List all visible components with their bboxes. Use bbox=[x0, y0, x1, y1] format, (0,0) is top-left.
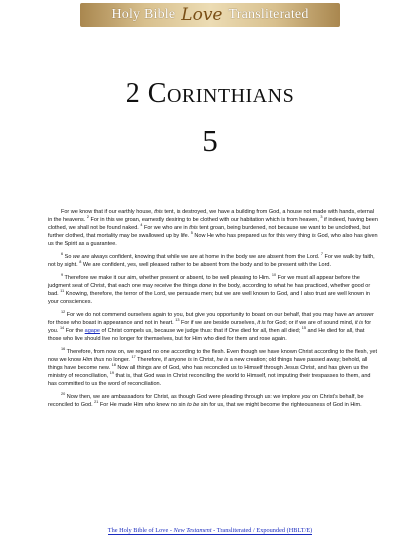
italic-text: this bbox=[154, 209, 163, 215]
verse-paragraph bbox=[48, 274, 378, 306]
verse-text: For if we are beside ourselves, bbox=[179, 320, 258, 326]
verse-number: 5 bbox=[190, 231, 193, 235]
verse-text: of God, who has reconciled us to Himself through Jesus Christ, and has given us the ministry of reconciliation, bbox=[48, 365, 369, 379]
verse-text: tent, is destroyed, we have a building from God, a house not made with hands, eternal in the heavens. bbox=[48, 209, 375, 223]
verse-text: For we do not commend ourselves again to you, but give you opportunity to boast on our behalf, that you may have bbox=[65, 312, 349, 318]
verse-text: So bbox=[63, 254, 73, 260]
book-title: 2 Corinthians bbox=[125, 78, 295, 109]
italic-text: an answer bbox=[348, 312, 374, 318]
italic-text: are bbox=[153, 365, 162, 371]
verse-number: 17 bbox=[131, 355, 136, 359]
chapter-number: 5 bbox=[202, 123, 218, 158]
italic-text: it is bbox=[354, 320, 364, 326]
verse-text: For we must all appear before the judgment seat of Christ, that each one may receive the things bbox=[48, 275, 360, 289]
verse-text: For He made Him who knew no sin bbox=[98, 402, 188, 408]
verse-number: 18 bbox=[111, 363, 116, 367]
verse-number: 16 bbox=[61, 347, 66, 351]
verse-paragraph bbox=[48, 393, 378, 409]
verse-paragraph bbox=[48, 253, 378, 269]
verse-number: 12 bbox=[61, 310, 66, 314]
verse-text: Now He who has prepared us for this very thing bbox=[192, 233, 312, 239]
italic-text: it is bbox=[257, 320, 266, 326]
verse-number: 7 bbox=[320, 252, 323, 256]
verse-number: 2 bbox=[86, 215, 89, 219]
italic-text: Him thus bbox=[82, 357, 105, 363]
verse-number: 8 bbox=[79, 260, 82, 264]
verse-number: 15 bbox=[301, 326, 306, 330]
verse-text: Knowing, therefore, the terror of the Lord, we persuade men; but we are well known to God, and I also trust are well known in your consciences. bbox=[48, 291, 370, 305]
page-footer[interactable] bbox=[0, 527, 420, 535]
verse-text: Now then, we are ambassadors for Christ, as though God were pleading through us: we implore bbox=[65, 394, 302, 400]
verse-text: in the body, according to what he has practiced, whether good or bad. bbox=[48, 283, 371, 297]
verse-text: For we walk by faith, not by sight. bbox=[48, 254, 375, 268]
verse-text: in Christ, bbox=[191, 357, 217, 363]
verse-number: 4 bbox=[140, 223, 143, 227]
verse-text: For the bbox=[64, 328, 85, 334]
verse-text: Therefore, from now on, we regard no one according to the flesh. Even though we have known Christ according to the flesh, yet now we know bbox=[48, 349, 377, 363]
verse-text: a new creation; old things have passed away; behold, all things have become new. bbox=[48, 357, 368, 371]
italic-text: to be bbox=[187, 402, 200, 408]
agape-link[interactable]: agape bbox=[84, 328, 100, 334]
banner-love-script: Love bbox=[181, 5, 223, 25]
verse-text: for those who boast in appearance and not in heart. bbox=[48, 320, 176, 326]
italic-text: he is bbox=[216, 357, 229, 363]
verse-number: 6 bbox=[61, 252, 64, 256]
verse-paragraph bbox=[48, 348, 378, 388]
chapter-text bbox=[48, 208, 378, 414]
verse-number: 20 bbox=[61, 392, 66, 396]
verse-number: 13 bbox=[175, 318, 180, 322]
footer-part1: The Holy Bible of Love - bbox=[107, 527, 174, 534]
verse-number: 14 bbox=[59, 326, 65, 330]
verse-text: always confident, knowing that while we are at home in the body we are absent from the Lord. bbox=[89, 254, 321, 260]
verse-text: Now all things bbox=[115, 365, 154, 371]
verse-text: for you. bbox=[48, 320, 372, 334]
verse-text: no longer. bbox=[104, 357, 132, 363]
header-banner bbox=[80, 3, 340, 27]
verse-text: God, who also has given us the Spirit as a guarantee. bbox=[48, 233, 378, 247]
verse-text: and He died for all, that those who live should live no longer for themselves, but for Him who died for them and rose again. bbox=[48, 328, 365, 342]
italic-text: done bbox=[199, 283, 212, 289]
banner-title-part1: Holy Bible bbox=[111, 7, 176, 22]
verse-text: for God; or if we are of sound mind, bbox=[265, 320, 355, 326]
verse-text: sin for us, that we might become the righteousness of God in Him. bbox=[199, 402, 362, 408]
banner-title-part2: Transliterated bbox=[228, 7, 309, 22]
verse-text: Therefore, if anyone bbox=[135, 357, 188, 363]
verse-paragraph bbox=[48, 311, 378, 343]
italic-text: this bbox=[189, 225, 198, 231]
verse-text: For we know that if our earthly house, bbox=[61, 209, 155, 215]
verse-number: 9 bbox=[61, 273, 64, 277]
italic-text: we are bbox=[72, 254, 90, 260]
verse-text: We are confident, yes, well pleased rather to be absent from the body and to be present with the Lord. bbox=[81, 262, 331, 268]
verse-number: 3 bbox=[320, 215, 323, 219]
footer-part3: - Transliterated / Expounded (HBLT/E) bbox=[211, 527, 313, 534]
footer-link[interactable] bbox=[108, 527, 313, 535]
verse-text: if indeed, having been clothed, we shall not be found naked. bbox=[48, 217, 378, 231]
italic-text: is bbox=[187, 357, 192, 363]
verse-number: 21 bbox=[94, 400, 99, 404]
verse-text: that is, that God was in Christ reconciling the world to Himself, not imputing their trespasses to them, and has committed to us the word of reconciliation. bbox=[48, 373, 371, 387]
verse-number: 19 bbox=[109, 371, 114, 375]
verse-text: tent groan, being burdened, not because we want to be unclothed, but further clothed, that mortality may be swallowed up by life. bbox=[48, 225, 370, 239]
verse-text: on Christ’s behalf, be reconciled to God. bbox=[48, 394, 364, 408]
italic-text: is bbox=[311, 233, 316, 239]
verse-paragraph bbox=[48, 208, 378, 248]
verse-text: Therefore we make it our aim, whether present or absent, to be well pleasing to Him. bbox=[63, 275, 272, 281]
verse-text: of Christ compels us, because we judge thus: that if One died for all, then all died; bbox=[99, 328, 302, 334]
verse-text: For in this we groan, earnestly desiring to be clothed with our habitation which is from heaven, bbox=[88, 217, 321, 223]
italic-text: you bbox=[301, 394, 311, 400]
verse-number: 11 bbox=[60, 289, 65, 293]
verse-text: For we who are in bbox=[142, 225, 190, 231]
footer-part2: New Testament bbox=[173, 527, 212, 534]
verse-number: 10 bbox=[271, 273, 277, 277]
